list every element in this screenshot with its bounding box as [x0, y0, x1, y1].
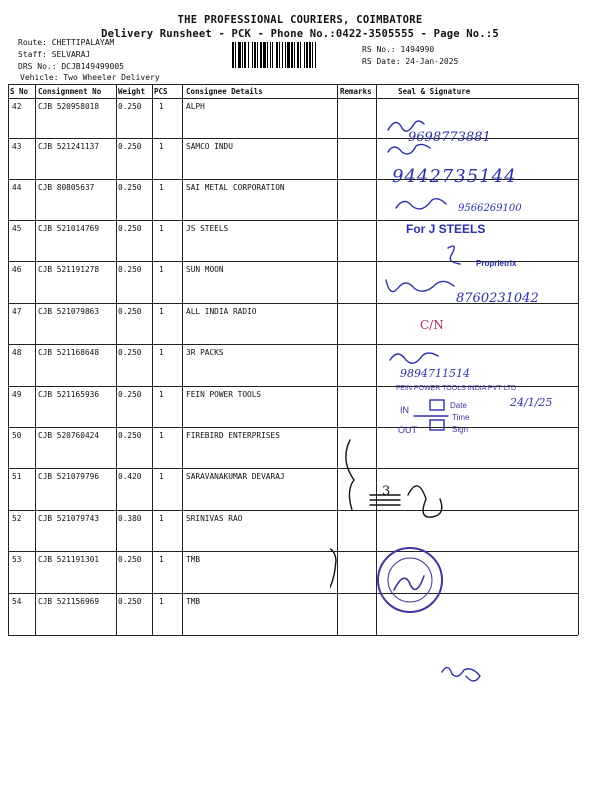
row-consignee: FEIN POWER TOOLS: [186, 390, 262, 399]
row-pcs: 1: [159, 597, 164, 606]
row-consignee: SAI METAL CORPORATION: [186, 183, 285, 192]
row-weight: 0.250: [118, 555, 142, 564]
row-weight: 0.250: [118, 348, 142, 357]
out-checkbox: [430, 420, 444, 430]
stamp-fein: FEIN POWER TOOLS INDIA PVT LTD: [396, 385, 517, 392]
row-pcs: 1: [159, 307, 164, 316]
row-pcs: 1: [159, 390, 164, 399]
row-consignee: ALPH: [186, 102, 205, 111]
row-consignee: TMB: [186, 597, 201, 606]
column-divider: [152, 84, 153, 635]
row-pcs: 1: [159, 555, 164, 564]
signature-43: [388, 144, 430, 154]
row-pcs: 1: [159, 265, 164, 274]
signature-44: [396, 199, 446, 209]
rs-date: RS Date: 24-Jan-2025: [362, 57, 459, 66]
row-consignment-no: CJB 521079796: [38, 472, 100, 481]
stamp-in-label: IN: [400, 405, 409, 415]
handwritten-date-49: 24/1/25: [510, 396, 553, 409]
handwritten-phone-43: 9442735144: [392, 166, 517, 187]
stamp-out-label: OUT: [398, 425, 417, 435]
column-divider: [35, 84, 36, 635]
signature-46: [386, 280, 454, 292]
drs-label: DRS No.: DCJB149499005: [18, 62, 124, 71]
row-pcs: 1: [159, 142, 164, 151]
row-weight: 0.250: [118, 431, 142, 440]
runsheet-subtitle: Delivery Runsheet - PCK - Phone No.:0422-3505555 - Page No.:5: [101, 28, 499, 40]
row-pcs: 1: [159, 514, 164, 523]
row-pcs: 1: [159, 224, 164, 233]
stamp-js-steels: For J STEELS: [406, 222, 486, 236]
vehicle-label: Vehicle: Two Wheeler Delivery: [20, 73, 160, 82]
staff-label: Staff: SELVARAJ: [18, 50, 91, 59]
row-weight: 0.250: [118, 597, 142, 606]
handwritten-phone-44: 9566269100: [458, 203, 522, 214]
company-title: THE PROFESSIONAL COURIERS, COIMBATORE: [177, 14, 423, 26]
row-weight: 0.250: [118, 390, 142, 399]
row-consignee: ALL INDIA RADIO: [186, 307, 257, 316]
col-header-pcs: PCS: [154, 87, 168, 96]
signature-48: [390, 353, 438, 363]
handwritten-mark-51: 3: [382, 484, 391, 499]
col-header-sno: S No: [10, 87, 29, 96]
row-consignment-no: CJB 521079743: [38, 514, 100, 523]
row-sno: 46: [12, 265, 22, 274]
row-consignment-no: CJB 521079863: [38, 307, 100, 316]
row-consignment-no: CJB 520958018: [38, 102, 100, 111]
col-header-signature: Seal & Signature: [398, 87, 471, 96]
in-checkbox: [430, 400, 444, 410]
row-weight: 0.380: [118, 514, 142, 523]
column-divider: [8, 84, 9, 635]
stamp-proprietrix: Proprietrix: [476, 259, 517, 268]
row-sno: 54: [12, 597, 22, 606]
row-pcs: 1: [159, 472, 164, 481]
col-header-remarks: Remarks: [340, 87, 372, 96]
row-consignment-no: CJB 521156969: [38, 597, 100, 606]
row-consignee: TMB: [186, 555, 201, 564]
row-consignment-no: CJB 521014769: [38, 224, 100, 233]
row-consignee: SARAVANAKUMAR DEVARAJ: [186, 472, 285, 481]
row-consignment-no: CJB 521241137: [38, 142, 100, 151]
row-sno: 52: [12, 514, 22, 523]
row-sno: 48: [12, 348, 22, 357]
row-consignment-no: CJB 520760424: [38, 431, 100, 440]
row-consignee: SRINIVAS RAO: [186, 514, 243, 523]
handwritten-phone-48: 9894711514: [400, 367, 470, 380]
row-consignment-no: CJB 521191278: [38, 265, 100, 274]
row-weight: 0.420: [118, 472, 142, 481]
row-pcs: 1: [159, 431, 164, 440]
row-consignment-no: CJB 521191301: [38, 555, 100, 564]
rs-number: RS No.: 1494990: [362, 45, 435, 54]
col-header-consignment: Consignment No: [38, 87, 102, 96]
row-sno: 45: [12, 224, 22, 233]
row-sno: 49: [12, 390, 22, 399]
row-weight: 0.250: [118, 142, 142, 151]
row-weight: 0.250: [118, 183, 142, 192]
row-consignee: SAMCO INDU: [186, 142, 233, 151]
handwritten-phone-46: 8760231042: [456, 291, 539, 306]
row-consignee: JS STEELS: [186, 224, 229, 233]
stamp-date-label: Date: [450, 401, 467, 410]
route-label: Route: CHETTIPALAYAM: [18, 38, 115, 47]
row-consignment-no: CJB 80805637: [38, 183, 95, 192]
row-sno: 53: [12, 555, 22, 564]
barcode: [232, 42, 358, 68]
row-consignee: SUN MOON: [186, 265, 224, 274]
row-pcs: 1: [159, 102, 164, 111]
signature-overlay: [330, 100, 600, 700]
row-pcs: 1: [159, 183, 164, 192]
stamp-time-label: Time: [452, 413, 470, 422]
row-sno: 50: [12, 431, 22, 440]
row-sno: 42: [12, 102, 22, 111]
row-sno: 51: [12, 472, 22, 481]
row-weight: 0.250: [118, 265, 142, 274]
col-header-weight: Weight: [118, 87, 146, 96]
row-consignee: 3R PACKS: [186, 348, 224, 357]
row-sno: 47: [12, 307, 22, 316]
column-divider: [182, 84, 183, 635]
handwritten-phone-42: 9698773881: [408, 130, 491, 145]
col-header-consignee: Consignee Details: [186, 87, 263, 96]
row-weight: 0.250: [118, 102, 142, 111]
row-sno: 43: [12, 142, 22, 151]
row-consignment-no: CJB 521168648: [38, 348, 100, 357]
row-pcs: 1: [159, 348, 164, 357]
column-divider: [116, 84, 117, 635]
row-divider: [8, 98, 578, 99]
row-weight: 0.250: [118, 224, 142, 233]
stamp-sign-label: Sign: [452, 425, 469, 434]
signature-45: [448, 246, 460, 264]
row-consignee: FIREBIRD ENTERPRISES: [186, 431, 280, 440]
table-top-border: [8, 84, 578, 85]
row-sno: 44: [12, 183, 22, 192]
row-consignment-no: CJB 521165936: [38, 390, 100, 399]
row-weight: 0.250: [118, 307, 142, 316]
handwritten-cn-47: C/N: [420, 318, 444, 332]
